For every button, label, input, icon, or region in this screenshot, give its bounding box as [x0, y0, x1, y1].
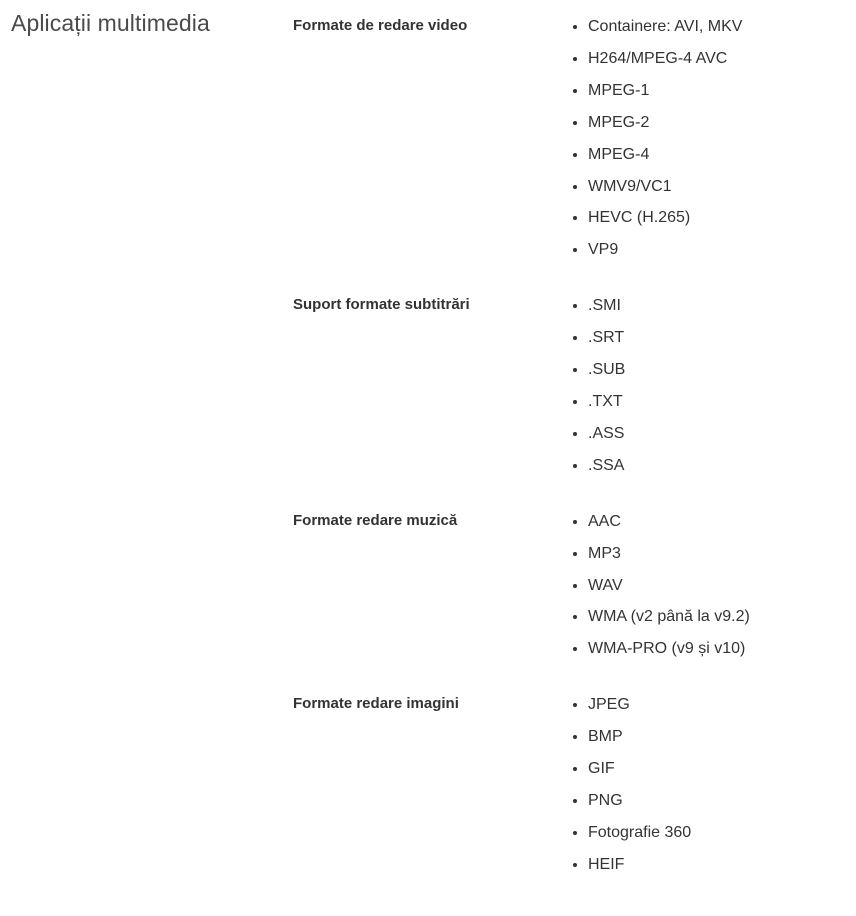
spec-value-item: VP9 — [573, 234, 742, 266]
spec-values-list — [573, 290, 625, 481]
spec-value-item: HEVC (H.265) — [573, 202, 742, 234]
spec-value-item: MPEG-4 — [573, 139, 742, 171]
spec-value-item: WMA (v2 până la v9.2) — [573, 601, 750, 633]
spec-value-item: Fotografie 360 — [573, 817, 691, 849]
spec-value-item: GIF — [573, 753, 691, 785]
spec-value-item: WMA-PRO (v9 și v10) — [573, 633, 750, 665]
spec-value-item: MP3 — [573, 538, 750, 570]
spec-group-image-formats — [293, 689, 833, 880]
section-title: Aplicații multimedia — [11, 10, 210, 36]
spec-label: Formate redare muzică — [293, 511, 458, 529]
spec-value-item: BMP — [573, 721, 691, 753]
spec-label: Formate redare imagini — [293, 695, 459, 713]
spec-group-video-formats — [293, 11, 833, 266]
spec-value-item: .TXT — [573, 386, 625, 418]
spec-value-item: .ASS — [573, 418, 625, 450]
spec-label: Suport formate subtitrări — [293, 296, 470, 314]
spec-value-item: Containere: AVI, MKV — [573, 11, 742, 43]
spec-values-list — [573, 11, 742, 266]
spec-value-item: WMV9/VC1 — [573, 171, 742, 203]
spec-value-item: HEIF — [573, 849, 691, 881]
spec-value-item: WAV — [573, 570, 750, 602]
spec-value-item: .SMI — [573, 290, 625, 322]
spec-group-music-formats — [293, 506, 833, 666]
spec-value-item: H264/MPEG-4 AVC — [573, 43, 742, 75]
spec-group-subtitle-formats — [293, 290, 833, 481]
spec-value-item: .SSA — [573, 450, 625, 482]
spec-value-item: PNG — [573, 785, 691, 817]
spec-value-item: .SUB — [573, 354, 625, 386]
spec-groups — [293, 11, 833, 905]
spec-label: Formate de redare video — [293, 17, 468, 34]
spec-value-item: JPEG — [573, 689, 691, 721]
spec-value-item: MPEG-1 — [573, 75, 742, 107]
spec-value-item: AAC — [573, 506, 750, 538]
spec-values-list — [573, 506, 750, 666]
spec-value-item: MPEG-2 — [573, 107, 742, 139]
spec-value-item: .SRT — [573, 322, 625, 354]
spec-values-list — [573, 689, 691, 880]
